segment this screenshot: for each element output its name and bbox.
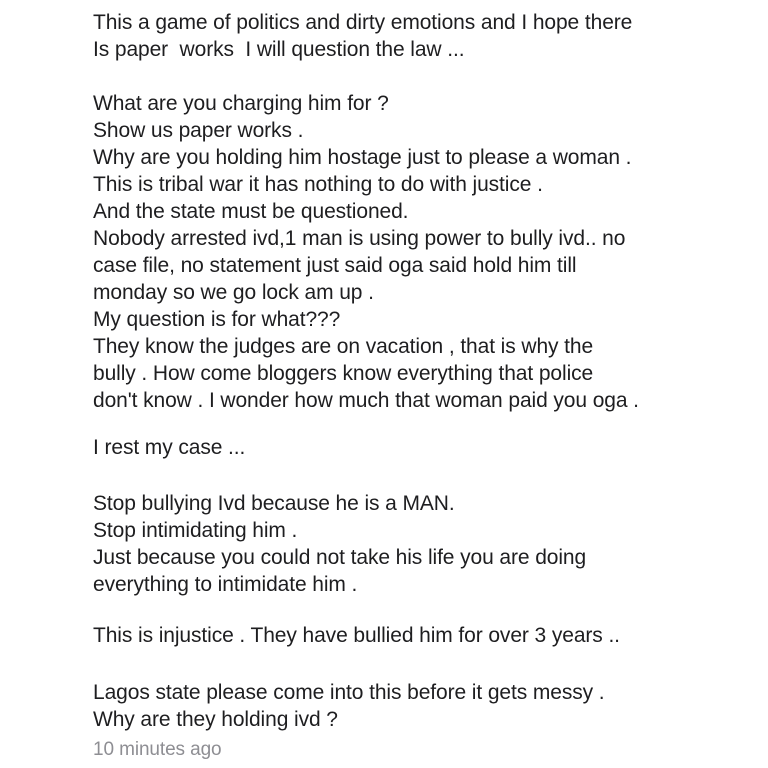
post-text-line: What are you charging him for ? bbox=[93, 92, 389, 115]
post-text-line: Stop intimidating him . bbox=[93, 519, 298, 542]
post-paragraph bbox=[93, 490, 712, 598]
post-text-line: Nobody arrested ivd,1 man is using power to bully ivd.. no bbox=[93, 227, 626, 250]
post-text-line: everything to intimidate him . bbox=[93, 573, 358, 596]
post-text-line: Stop bullying Ivd because he is a MAN. bbox=[93, 492, 455, 515]
post-paragraph bbox=[93, 434, 712, 461]
post-text-line: monday so we go lock am up . bbox=[93, 281, 374, 304]
post-text-line: Just because you could not take his life you are doing bbox=[93, 546, 587, 569]
post-text-line: don't know . I wonder how much that woman paid you oga . bbox=[93, 389, 639, 412]
post-text-line: And the state must be questioned. bbox=[93, 200, 409, 223]
post-text-line: This is tribal war it has nothing to do with justice . bbox=[93, 173, 543, 196]
post-text-line: I rest my case ... bbox=[93, 436, 246, 459]
post-text-line: Why are they holding ivd ? bbox=[93, 708, 338, 731]
post-text-line: Why are you holding him hostage just to please a woman . bbox=[93, 146, 632, 169]
post-paragraph bbox=[93, 9, 712, 63]
post-text-line: case file, no statement just said oga said hold him till bbox=[93, 254, 577, 277]
post-paragraph bbox=[93, 90, 712, 414]
post-text-line: This is injustice . They have bullied him for over 3 years .. bbox=[93, 624, 620, 647]
post-text-line: They know the judges are on vacation , that is why the bbox=[93, 335, 594, 358]
post-text-line: bully . How come bloggers know everything that police bbox=[93, 362, 594, 385]
post-text-line: Lagos state please come into this before it gets messy . bbox=[93, 681, 605, 704]
post-paragraph bbox=[93, 622, 712, 649]
post-text-line: This a game of politics and dirty emotions and I hope there bbox=[93, 11, 633, 34]
post-text-line: My question is for what??? bbox=[93, 308, 341, 331]
post-paragraph bbox=[93, 679, 712, 733]
post-text-line: Show us paper works . bbox=[93, 119, 304, 142]
post-timestamp: 10 minutes ago bbox=[93, 739, 222, 760]
post-text-line: Is paper works I will question the law ... bbox=[93, 38, 465, 61]
